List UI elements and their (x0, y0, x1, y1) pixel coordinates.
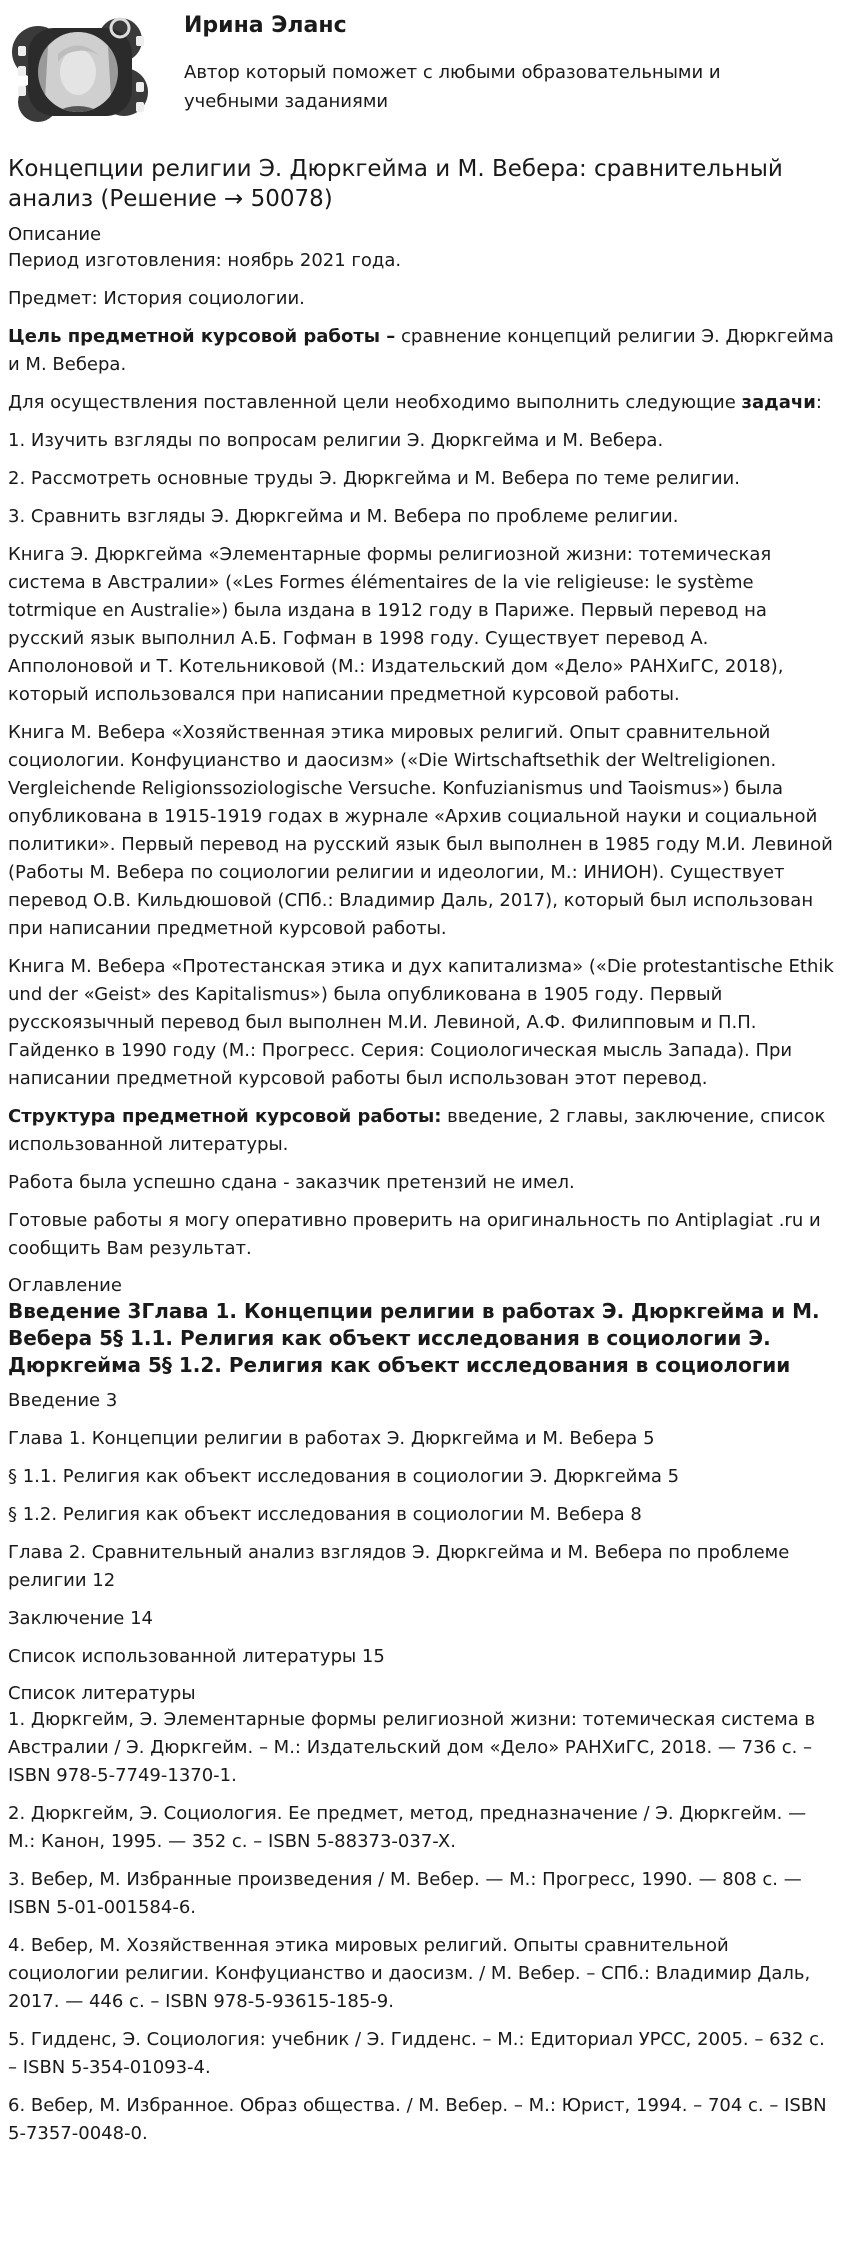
literature-item: 4. Вебер, М. Хозяйственная этика мировых религий. Опыты сравнительной социологии религии. Конфуцианство и даосизм. / М. Вебер. – СПб.: Владимир Даль, 2017. — 446 с. – ISBN 978-5-93615-185-9. (8, 1935, 811, 2012)
structure-text: введение, 2 главы, заключение, список использованной литературы. (8, 1106, 826, 1155)
author-card (8, 0, 839, 144)
toc-item: § 1.2. Религия как объект исследования в социологии М. Вебера 8 (8, 1504, 642, 1525)
task-item: 1. Изучить взгляды по вопросам религии Э. Дюркгейма и М. Вебера. (8, 430, 664, 451)
literature-list (8, 1706, 839, 2148)
literature-item: 2. Дюркгейм, Э. Социология. Ее предмет, метод, предназначение / Э. Дюркгейм. — М.: Канон, 1995. — 352 с. – ISBN 5-88373-037-X. (8, 1803, 807, 1852)
goal-label: Цель предметной курсовой работы – (8, 326, 396, 347)
period-text: Период изготовления: ноябрь 2021 года. (8, 250, 402, 271)
description-label: Описание (8, 224, 102, 245)
literature-item: 1. Дюркгейм, Э. Элементарные формы религиозной жизни: тотемическая система в Австралии / Э. Дюркгейм. – М.: Издательский дом «Дело» РАНХиГС, 2018. — 736 с. – ISBN 978-5-7749-1370-1. (8, 1709, 816, 1786)
subject-text: Предмет: История социологии. (8, 288, 305, 309)
structure-label: Структура предметной курсовой работы: (8, 1106, 442, 1127)
tasks-paragraph (8, 389, 839, 417)
author-avatar[interactable] (8, 6, 154, 134)
toc-item: Заключение 14 (8, 1608, 153, 1629)
check-text: Готовые работы я могу оперативно проверить на оригинальность по Antiplagiat .ru и сообщить Вам результат. (8, 1210, 821, 1259)
toc-list (8, 1387, 839, 1671)
work-title: Концепции религии Э. Дюркгейма и М. Вебера: сравнительный анализ (Решение → 50078) (8, 156, 783, 212)
literature-label: Список литературы (8, 1683, 196, 1704)
literature-item: 3. Вебер, М. Избранные произведения / М. Вебер. — М.: Прогресс, 1990. — 808 с. — ISBN 5-01-001584-6. (8, 1869, 802, 1918)
author-name[interactable]: Ирина Эланс (184, 13, 347, 38)
tasks-colon: : (815, 392, 822, 413)
tasks-intro: Для осуществления поставленной цели необходимо выполнить следующие (8, 392, 742, 413)
author-description: Автор который поможет с любыми образовательными и учебными заданиями (184, 62, 721, 112)
toc-item: Глава 1. Концепции религии в работах Э. Дюркгейма и М. Вебера 5 (8, 1428, 655, 1449)
book-paragraph: Книга М. Вебера «Хозяйственная этика мировых религий. Опыт сравнительной социологии. Конфуцианство и даосизм» («Die Wirtschaftsethik der Weltreligionen. Vergleichende Religionssoziologische Versuche. Konfuzianismus und Taoismus») была опубликована в 1915-1919 годах в журнале «Архив социальной науки и социальной политики». Первый перевод на русский язык был выполнен в 1985 году М.И. Левиной (Работы М. Вебера по социологии религии и идеологии, М.: ИНИОН). Существует перевод О.В. Кильдюшовой (СПб.: Владимир Даль, 2017), который был использован при написании предметной курсовой работы. (8, 722, 833, 939)
book-paragraph: Книга Э. Дюркгейма «Элементарные формы религиозной жизни: тотемическая система в Австралии» («Les Formes élémentaires de la vie religieuse: le système totrmique en Australie») была издана в 1912 году в Париже. Первый перевод на русский язык выполнил А.Б. Гофман в 1998 году. Существует перевод А. Апполоновой и Т. Котельниковой (М.: Издательский дом «Дело» РАНХиГС, 2018), который использовался при написании предметной курсовой работы. (8, 544, 784, 705)
toc-item: Список использованной литературы 15 (8, 1646, 385, 1667)
author-info (184, 6, 764, 116)
toc-item: Введение 3 (8, 1390, 118, 1411)
toc-label: Оглавление (8, 1275, 122, 1296)
literature-item: 6. Вебер, М. Избранное. Образ общества. / М. Вебер. – М.: Юрист, 1994. – 704 с. – ISBN 5-7357-0048-0. (8, 2095, 827, 2144)
toc-summary: Введение 3Глава 1. Концепции религии в работах Э. Дюркгейма и М. Вебера 5§ 1.1. Религия как объект исследования в социологии Э. Дюркгейма 5§ 1.2. Религия как объект исследования в социологии (8, 1299, 820, 1377)
task-item: 3. Сравнить взгляды Э. Дюркгейма и М. Вебера по проблеме религии. (8, 506, 679, 527)
toc-item: Глава 2. Сравнительный анализ взглядов Э. Дюркгейма и М. Вебера по проблеме религии 12 (8, 1542, 790, 1591)
structure-paragraph (8, 1103, 839, 1159)
literature-item: 5. Гидденс, Э. Социология: учебник / Э. Гидденс. – М.: Едиториал УРСС, 2005. – 632 с. – ISBN 5-354-01093-4. (8, 2029, 825, 2078)
delivered-text: Работа была успешно сдана - заказчик претензий не имел. (8, 1172, 575, 1193)
task-item: 2. Рассмотреть основные труды Э. Дюркгейма и М. Вебера по теме религии. (8, 468, 740, 489)
toc-item: § 1.1. Религия как объект исследования в социологии Э. Дюркгейма 5 (8, 1466, 680, 1487)
book-paragraph: Книга М. Вебера «Протестанская этика и дух капитализма» («Die protestantische Ethik und der «Geist» des Kapitalismus») была опубликована в 1905 году. Первый русскоязычный перевод был выполнен М.И. Левиной, А.Ф. Филипповым и П.П. Гайденко в 1990 году (М.: Прогресс. Серия: Социологическая мысль Запада). При написании предметной курсовой работы был использован этот перевод. (8, 956, 834, 1089)
tasks-label: задачи (741, 392, 816, 413)
goal-text: сравнение концепций религии Э. Дюркгейма и М. Вебера. (8, 326, 834, 375)
author-photo-icon (8, 6, 154, 134)
goal-paragraph (8, 323, 839, 379)
